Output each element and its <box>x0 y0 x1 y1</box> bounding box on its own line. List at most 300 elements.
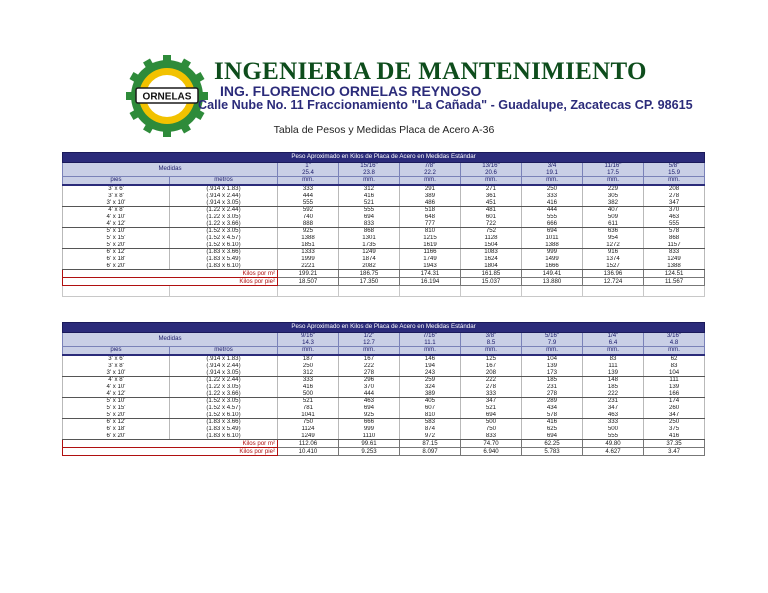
table-row <box>63 242 705 249</box>
weight-cell: 83 <box>583 355 644 363</box>
kilos-pie-label: Kilos por pie² <box>63 278 278 286</box>
weight-cell: 999 <box>522 249 583 256</box>
table-row <box>63 256 705 263</box>
size-feet: 4' x 8' <box>63 207 170 214</box>
weight-cell: 250 <box>522 185 583 193</box>
weight-cell: 1527 <box>583 263 644 270</box>
table-row <box>63 214 705 221</box>
kilos-m2-value: 99.61 <box>339 440 400 448</box>
size-meters: (1.83 x 5.49) <box>170 256 278 263</box>
size-feet: 6' x 12' <box>63 249 170 256</box>
kilos-pie-value: 5.783 <box>522 448 583 456</box>
kilos-pie-value: 15.037 <box>461 278 522 286</box>
weight-cell: 231 <box>522 384 583 391</box>
thickness-inch: 13/16" <box>482 162 500 169</box>
weight-cell: 347 <box>644 412 705 419</box>
weight-cell: 416 <box>644 433 705 440</box>
weight-cell: 1011 <box>522 235 583 242</box>
weight-cell: 2221 <box>278 263 339 270</box>
weight-cell: 324 <box>400 384 461 391</box>
kilos-m2-value: 62.25 <box>522 440 583 448</box>
size-feet: 6' x 20' <box>63 433 170 440</box>
table-row <box>63 419 705 426</box>
weight-cell: 312 <box>278 369 339 376</box>
weight-cell: 1624 <box>461 256 522 263</box>
size-feet: 3' x 10' <box>63 369 170 376</box>
table-title: Peso Aproximado en Kilos de Placa de Acero en Medidas Estándar <box>63 323 705 333</box>
weight-cell: 166 <box>644 390 705 397</box>
empty-cell <box>63 286 170 297</box>
kilos-pie-value: 4.627 <box>583 448 644 456</box>
weight-table-thick <box>62 152 705 297</box>
units-row <box>63 177 705 186</box>
size-feet: 4' x 8' <box>63 377 170 384</box>
weight-cell: 139 <box>644 384 705 391</box>
weight-cell: 888 <box>278 220 339 227</box>
kilos-pie-value: 9.253 <box>339 448 400 456</box>
thickness-mm: 14.3 <box>302 338 314 346</box>
weight-cell: 111 <box>644 377 705 384</box>
pies-header: pies <box>63 347 170 356</box>
kilos-m2-label: Kilos por m² <box>63 270 278 278</box>
weight-cell: 451 <box>461 199 522 206</box>
weight-cell: 222 <box>461 377 522 384</box>
size-feet: 6' x 18' <box>63 256 170 263</box>
weight-cell: 291 <box>400 185 461 193</box>
table-row <box>63 263 705 270</box>
weight-cell: 1804 <box>461 263 522 270</box>
mm-header: mm. <box>278 347 339 356</box>
weight-cell: 1619 <box>400 242 461 249</box>
weight-cell: 259 <box>400 377 461 384</box>
empty-cell <box>400 286 461 297</box>
empty-cell <box>583 286 644 297</box>
kilos-pie-value: 13.880 <box>522 278 583 286</box>
size-feet: 6' x 12' <box>63 419 170 426</box>
thickness-mm: 15.9 <box>668 168 680 176</box>
weight-cell: 1388 <box>522 242 583 249</box>
table-row <box>63 377 705 384</box>
weight-cell: 1735 <box>339 242 400 249</box>
weight-cell: 1666 <box>522 263 583 270</box>
weight-cell: 1041 <box>278 412 339 419</box>
size-feet: 6' x 20' <box>63 263 170 270</box>
kilos-pie-value: 12.724 <box>583 278 644 286</box>
weight-cell: 722 <box>461 220 522 227</box>
weight-cell: 167 <box>461 363 522 370</box>
spacer-row <box>63 286 705 297</box>
weight-cell: 1215 <box>400 235 461 242</box>
size-meters: (.914 x 2.44) <box>170 193 278 200</box>
weight-cell: 694 <box>339 405 400 412</box>
size-meters: (1.22 x 2.44) <box>170 377 278 384</box>
weight-cell: 833 <box>339 220 400 227</box>
size-meters: (1.83 x 3.66) <box>170 419 278 426</box>
weight-cell: 1301 <box>339 235 400 242</box>
weight-cell: 333 <box>583 419 644 426</box>
table-title-row <box>63 323 705 333</box>
mm-header: mm. <box>583 177 644 186</box>
weight-cell: 222 <box>339 363 400 370</box>
thickness-inch: 5/16" <box>544 332 560 339</box>
weight-cell: 250 <box>278 363 339 370</box>
thickness-inch: 9/16" <box>300 332 316 339</box>
kilos-pie-value: 10.410 <box>278 448 339 456</box>
weight-cell: 833 <box>644 249 705 256</box>
weight-cell: 874 <box>400 426 461 433</box>
weight-cell: 925 <box>278 228 339 235</box>
size-feet: 3' x 8' <box>63 363 170 370</box>
weight-cell: 62 <box>644 355 705 363</box>
kilos-m2-value: 149.41 <box>522 270 583 278</box>
weight-cell: 104 <box>522 355 583 363</box>
weight-cell: 167 <box>339 355 400 363</box>
thickness-mm: 23.8 <box>363 168 375 176</box>
thickness-mm: 22.2 <box>424 168 436 176</box>
company-name: INGENIERIA DE MANTENIMIENTO <box>214 58 647 85</box>
thickness-mm: 6.4 <box>608 338 618 346</box>
weight-cell: 463 <box>644 214 705 221</box>
mm-header: mm. <box>583 347 644 356</box>
weight-cell: 555 <box>339 207 400 214</box>
weight-cell: 333 <box>278 377 339 384</box>
kilos-pie-value: 16.194 <box>400 278 461 286</box>
size-meters: (1.22 x 3.66) <box>170 220 278 227</box>
table-row <box>63 199 705 206</box>
thickness-header <box>461 163 522 177</box>
size-meters: (1.83 x 6.10) <box>170 263 278 270</box>
kilos-m2-value: 49.80 <box>583 440 644 448</box>
kilos-m2-value: 161.85 <box>461 270 522 278</box>
weight-cell: 125 <box>461 355 522 363</box>
weight-cell: 1499 <box>522 256 583 263</box>
kilos-m2-value: 199.21 <box>278 270 339 278</box>
thickness-header <box>339 333 400 347</box>
kilos-m2-value: 87.15 <box>400 440 461 448</box>
size-feet: 4' x 10' <box>63 384 170 391</box>
weight-cell: 389 <box>400 193 461 200</box>
weight-cell: 185 <box>522 377 583 384</box>
kilos-pie-value: 8.097 <box>400 448 461 456</box>
size-feet: 4' x 12' <box>63 220 170 227</box>
weight-cell: 148 <box>583 377 644 384</box>
size-meters: (1.22 x 3.05) <box>170 214 278 221</box>
thickness-inch: 11/16" <box>604 162 622 169</box>
thickness-header <box>400 333 461 347</box>
thickness-header <box>339 163 400 177</box>
weight-cell: 1249 <box>278 433 339 440</box>
weight-cell: 434 <box>522 405 583 412</box>
weight-cell: 1388 <box>644 263 705 270</box>
weight-cell: 578 <box>644 228 705 235</box>
weight-cell: 1851 <box>278 242 339 249</box>
thickness-mm: 17.5 <box>607 168 619 176</box>
mm-header: mm. <box>339 177 400 186</box>
weight-cell: 416 <box>522 419 583 426</box>
weight-cell: 781 <box>278 405 339 412</box>
weight-cell: 518 <box>400 207 461 214</box>
table-row <box>63 249 705 256</box>
medidas-header: Medidas <box>63 333 278 347</box>
table-row <box>63 426 705 433</box>
weight-cell: 1157 <box>644 242 705 249</box>
weight-cell: 278 <box>644 193 705 200</box>
mm-header: mm. <box>522 177 583 186</box>
weight-cell: 333 <box>461 390 522 397</box>
weight-cell: 666 <box>522 220 583 227</box>
weight-cell: 500 <box>278 390 339 397</box>
kilos-pie-row <box>63 278 705 286</box>
weight-cell: 407 <box>583 207 644 214</box>
table-row <box>63 235 705 242</box>
table-row <box>63 207 705 214</box>
weight-cell: 187 <box>278 355 339 363</box>
kilos-m2-value: 74.70 <box>461 440 522 448</box>
kilos-pie-value: 17.350 <box>339 278 400 286</box>
weight-cell: 750 <box>461 426 522 433</box>
weight-cell: 278 <box>522 390 583 397</box>
weight-cell: 229 <box>583 185 644 193</box>
weight-cell: 333 <box>278 185 339 193</box>
weight-cell: 555 <box>583 433 644 440</box>
table-row <box>63 433 705 440</box>
weight-cell: 463 <box>583 412 644 419</box>
thickness-inch: 7/16" <box>422 332 438 339</box>
weight-cell: 500 <box>583 426 644 433</box>
weight-cell: 486 <box>400 199 461 206</box>
weight-cell: 416 <box>522 199 583 206</box>
kilos-m2-row <box>63 270 705 278</box>
kilos-pie-label: Kilos por pie² <box>63 448 278 456</box>
weight-cell: 521 <box>339 199 400 206</box>
table-row <box>63 412 705 419</box>
weight-cell: 1272 <box>583 242 644 249</box>
weight-cell: 578 <box>522 412 583 419</box>
weight-cell: 296 <box>339 377 400 384</box>
weight-cell: 1943 <box>400 263 461 270</box>
weight-cell: 1166 <box>400 249 461 256</box>
weight-cell: 694 <box>522 228 583 235</box>
weight-cell: 607 <box>400 405 461 412</box>
metros-header: metros <box>170 177 278 186</box>
thickness-inch: 1/2" <box>363 332 375 339</box>
mm-header: mm. <box>400 177 461 186</box>
thickness-mm: 19.1 <box>546 168 558 176</box>
size-meters: (1.22 x 3.05) <box>170 384 278 391</box>
weight-cell: 916 <box>583 249 644 256</box>
kilos-m2-value: 186.75 <box>339 270 400 278</box>
weight-cell: 347 <box>583 405 644 412</box>
size-feet: 6' x 18' <box>63 426 170 433</box>
weight-cell: 174 <box>644 398 705 405</box>
weight-cell: 289 <box>522 398 583 405</box>
table-title-row <box>63 153 705 163</box>
weight-cell: 925 <box>339 412 400 419</box>
empty-cell <box>278 286 339 297</box>
weight-cell: 583 <box>400 419 461 426</box>
size-feet: 5' x 20' <box>63 242 170 249</box>
table-row <box>63 220 705 227</box>
thickness-inch: 1" <box>305 162 311 169</box>
weight-cell: 370 <box>339 384 400 391</box>
weight-cell: 521 <box>278 398 339 405</box>
kilos-pie-row <box>63 448 705 456</box>
weight-cell: 83 <box>644 363 705 370</box>
thickness-inch: 5/8" <box>668 162 680 169</box>
weight-cell: 625 <box>522 426 583 433</box>
weight-cell: 611 <box>583 220 644 227</box>
size-meters: (.914 x 3.05) <box>170 369 278 376</box>
medidas-header: Medidas <box>63 163 278 177</box>
mm-header: mm. <box>461 347 522 356</box>
mm-header: mm. <box>400 347 461 356</box>
weight-cell: 1333 <box>278 249 339 256</box>
table-row <box>63 228 705 235</box>
size-meters: (1.52 x 4.57) <box>170 405 278 412</box>
weight-cell: 416 <box>339 193 400 200</box>
weight-cell: 694 <box>461 412 522 419</box>
weight-cell: 382 <box>583 199 644 206</box>
weight-cell: 648 <box>400 214 461 221</box>
size-meters: (1.52 x 4.57) <box>170 235 278 242</box>
weight-cell: 278 <box>461 384 522 391</box>
weight-cell: 1999 <box>278 256 339 263</box>
weight-cell: 810 <box>400 228 461 235</box>
weight-cell: 1504 <box>461 242 522 249</box>
thickness-header <box>583 163 644 177</box>
units-row <box>63 347 705 356</box>
kilos-m2-value: 112.06 <box>278 440 339 448</box>
weight-cell: 173 <box>522 369 583 376</box>
weight-cell: 416 <box>278 384 339 391</box>
table-row <box>63 405 705 412</box>
weight-cell: 481 <box>461 207 522 214</box>
weight-cell: 347 <box>461 398 522 405</box>
empty-cell <box>170 286 278 297</box>
size-feet: 4' x 12' <box>63 390 170 397</box>
weight-cell: 194 <box>400 363 461 370</box>
thickness-inch: 15/16" <box>360 162 378 169</box>
table-row <box>63 398 705 405</box>
weight-cell: 231 <box>583 398 644 405</box>
table-row <box>63 185 705 193</box>
weight-cell: 312 <box>339 185 400 193</box>
weight-cell: 405 <box>400 398 461 405</box>
thickness-mm: 25.4 <box>302 168 314 176</box>
size-feet: 3' x 10' <box>63 199 170 206</box>
weight-cell: 500 <box>461 419 522 426</box>
weight-cell: 1124 <box>278 426 339 433</box>
weight-cell: 636 <box>583 228 644 235</box>
weight-cell: 601 <box>461 214 522 221</box>
weight-cell: 104 <box>644 369 705 376</box>
weight-cell: 444 <box>522 207 583 214</box>
thickness-mm: 8.5 <box>486 338 496 346</box>
mm-header: mm. <box>522 347 583 356</box>
weight-cell: 1128 <box>461 235 522 242</box>
weight-cell: 271 <box>461 185 522 193</box>
size-feet: 5' x 10' <box>63 398 170 405</box>
weight-cell: 260 <box>644 405 705 412</box>
weight-cell: 185 <box>583 384 644 391</box>
weight-cell: 444 <box>339 390 400 397</box>
weight-cell: 509 <box>583 214 644 221</box>
size-meters: (1.83 x 3.66) <box>170 249 278 256</box>
weight-cell: 250 <box>644 419 705 426</box>
weight-cell: 389 <box>400 390 461 397</box>
weight-cell: 1249 <box>339 249 400 256</box>
size-meters: (.914 x 3.05) <box>170 199 278 206</box>
mm-header: mm. <box>461 177 522 186</box>
size-meters: (1.22 x 3.66) <box>170 390 278 397</box>
kilos-pie-value: 6.940 <box>461 448 522 456</box>
page-title: Tabla de Pesos y Medidas Placa de Acero A-36 <box>273 124 495 136</box>
thickness-header <box>278 163 339 177</box>
weight-cell: 666 <box>339 419 400 426</box>
size-meters: (.914 x 1.83) <box>170 355 278 363</box>
weight-cell: 833 <box>461 433 522 440</box>
pies-header: pies <box>63 177 170 186</box>
weight-cell: 555 <box>278 199 339 206</box>
mm-header: mm. <box>644 347 705 356</box>
table-row <box>63 369 705 376</box>
weight-cell: 347 <box>644 199 705 206</box>
mm-header: mm. <box>644 177 705 186</box>
thickness-header <box>278 333 339 347</box>
empty-cell <box>461 286 522 297</box>
weight-cell: 1388 <box>278 235 339 242</box>
thickness-inch: 3/4 <box>547 162 557 169</box>
size-meters: (1.83 x 6.10) <box>170 433 278 440</box>
weight-cell: 1749 <box>400 256 461 263</box>
weight-cell: 592 <box>278 207 339 214</box>
thickness-header <box>522 163 583 177</box>
kilos-m2-label: Kilos por m² <box>63 440 278 448</box>
thickness-header <box>583 333 644 347</box>
header-row <box>63 163 705 177</box>
weight-cell: 810 <box>400 412 461 419</box>
thickness-mm: 12.7 <box>363 338 375 346</box>
empty-cell <box>644 286 705 297</box>
size-feet: 5' x 20' <box>63 412 170 419</box>
thickness-header <box>644 163 705 177</box>
table-row <box>63 363 705 370</box>
metros-header: metros <box>170 347 278 356</box>
weight-cell: 361 <box>461 193 522 200</box>
weight-cell: 463 <box>339 398 400 405</box>
logo-text: ORNELAS <box>142 91 192 103</box>
size-meters: (.914 x 2.44) <box>170 363 278 370</box>
thickness-inch: 7/8" <box>424 162 436 169</box>
owner-name: ING. FLORENCIO ORNELAS REYNOSO <box>220 83 482 99</box>
size-meters: (1.83 x 5.49) <box>170 426 278 433</box>
weight-cell: 777 <box>400 220 461 227</box>
mm-header: mm. <box>339 347 400 356</box>
size-feet: 4' x 10' <box>63 214 170 221</box>
weight-cell: 222 <box>583 390 644 397</box>
kilos-pie-value: 3.47 <box>644 448 705 456</box>
size-meters: (.914 x 1.83) <box>170 185 278 193</box>
size-feet: 5' x 10' <box>63 228 170 235</box>
weight-cell: 694 <box>339 214 400 221</box>
mm-header: mm. <box>278 177 339 186</box>
weight-cell: 555 <box>522 214 583 221</box>
thickness-inch: 3/8" <box>485 332 497 339</box>
kilos-m2-value: 174.31 <box>400 270 461 278</box>
thickness-header <box>461 333 522 347</box>
thickness-mm: 20.6 <box>485 168 497 176</box>
table-row <box>63 390 705 397</box>
